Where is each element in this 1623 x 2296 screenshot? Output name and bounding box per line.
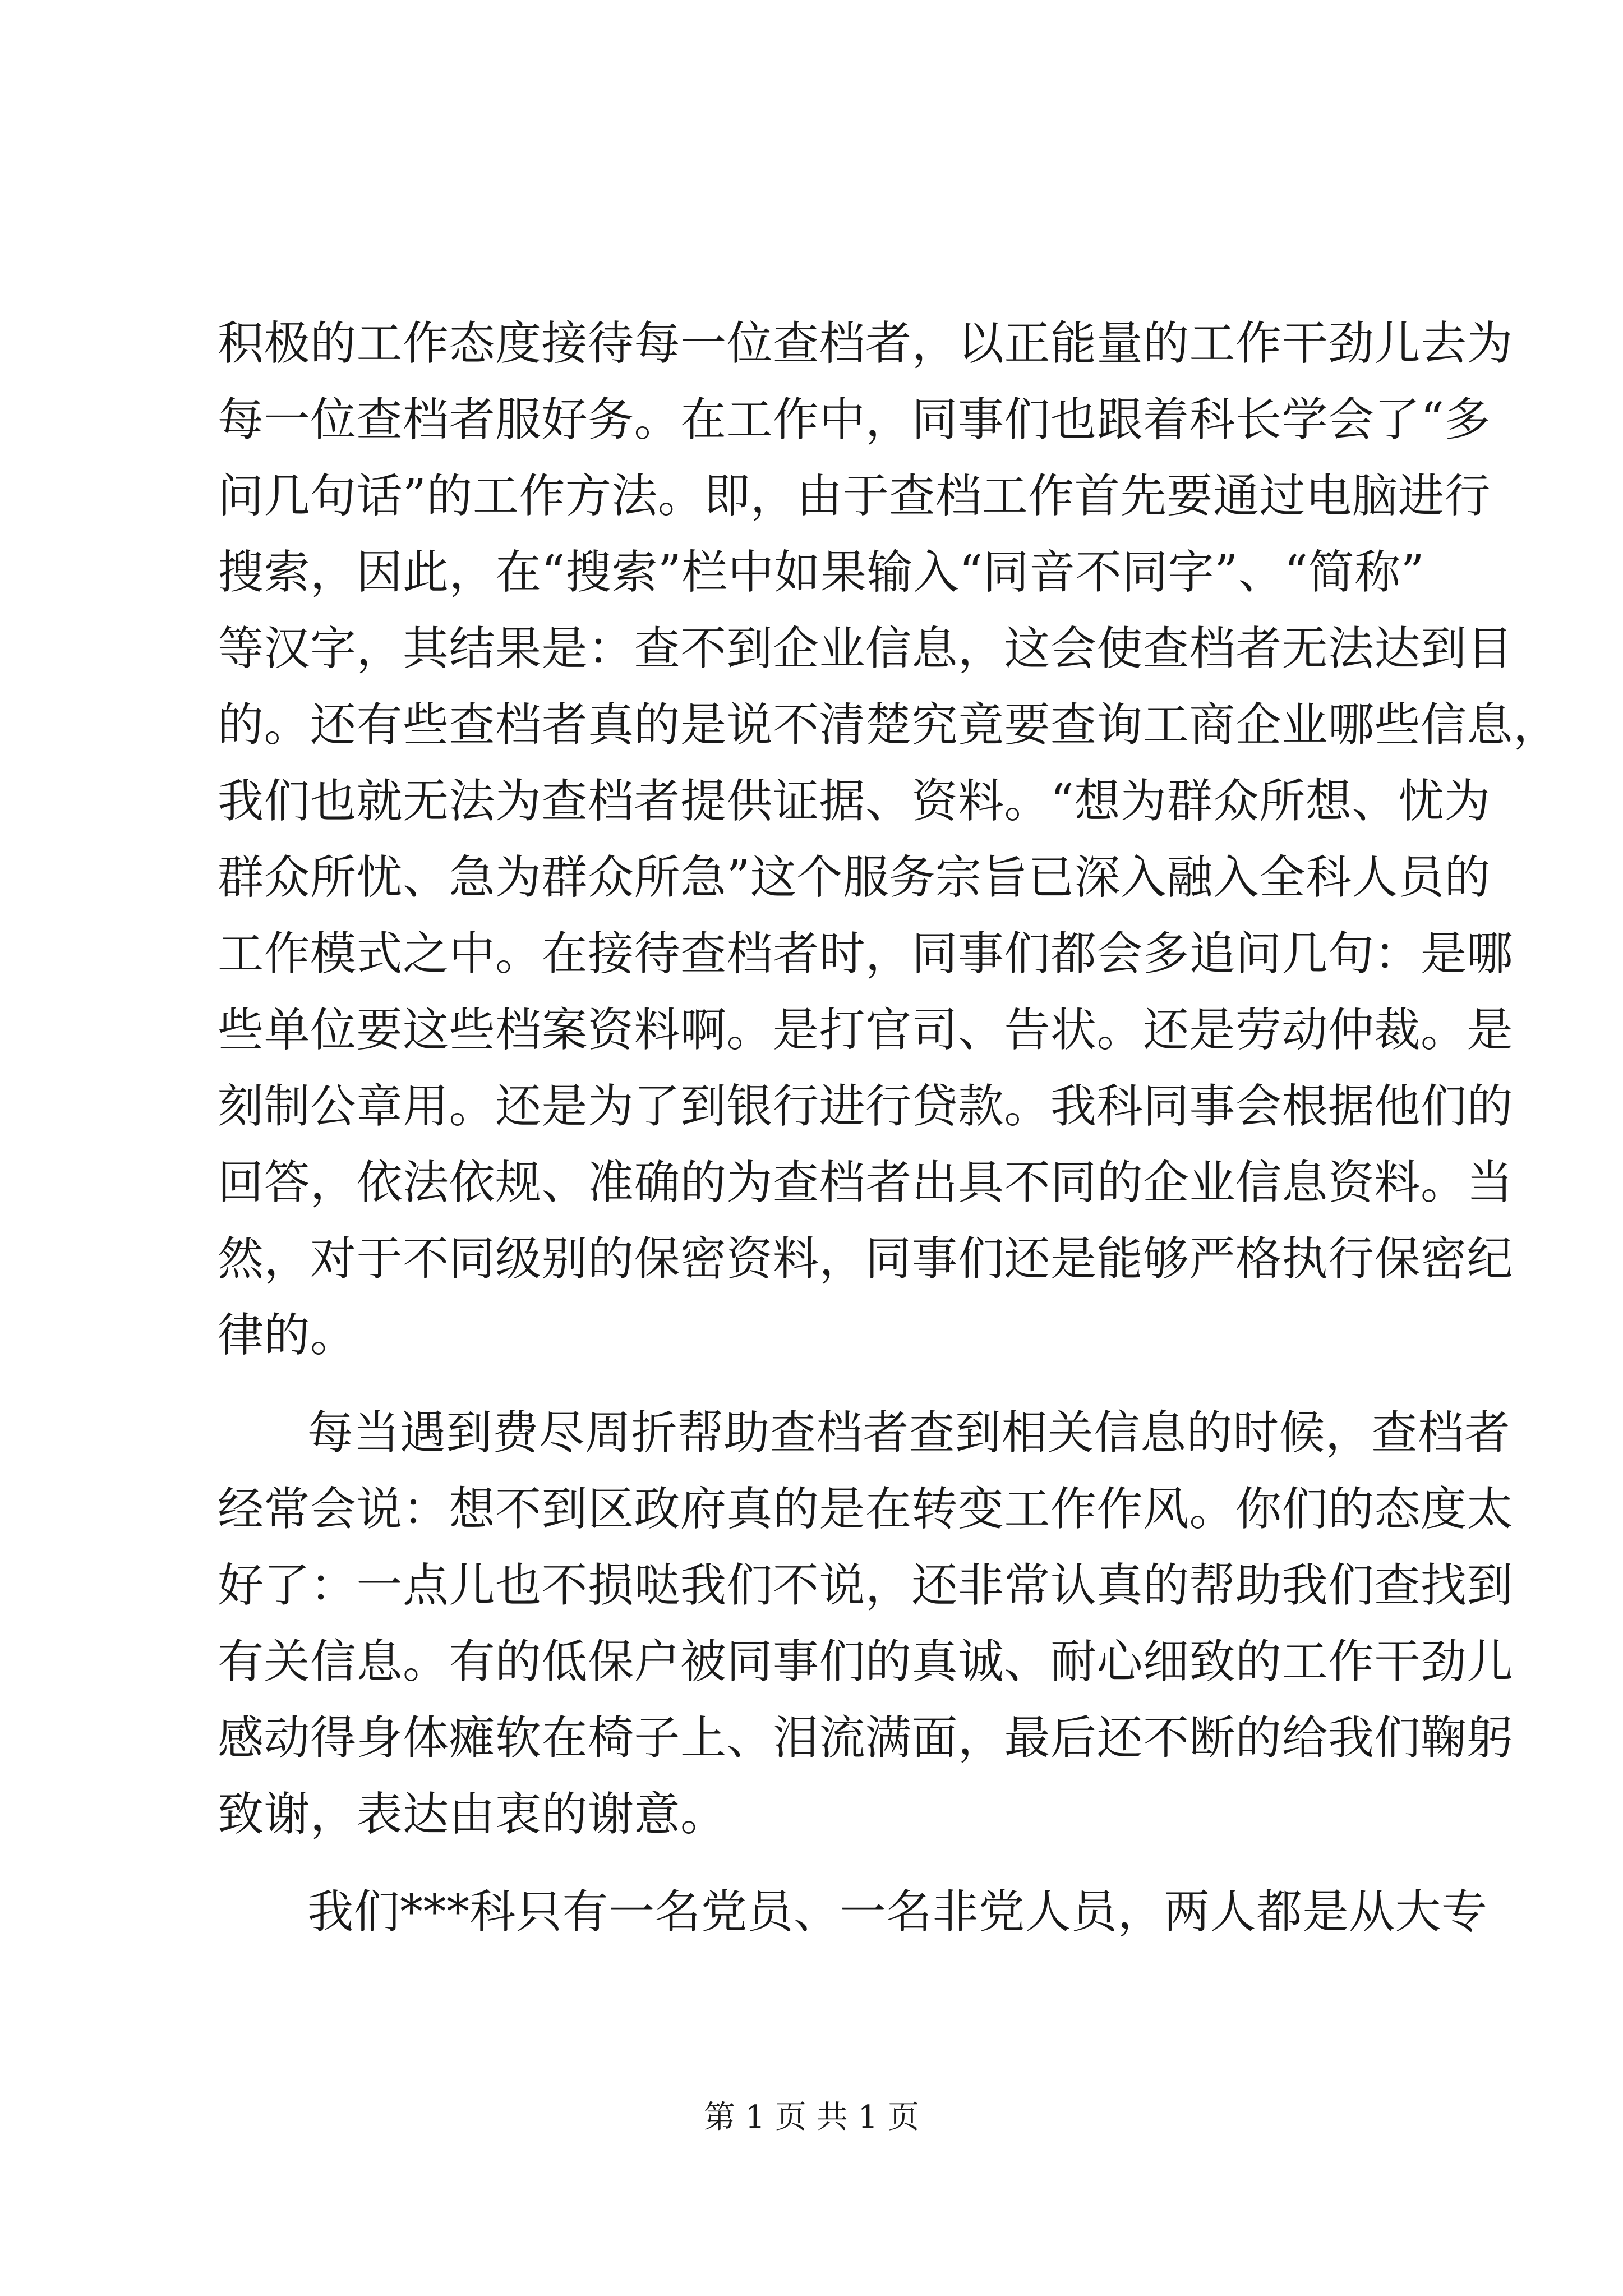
document-body <box>218 306 1560 1950</box>
text-line: 好了：一点儿也不损哒我们不说，还非常认真的帮助我们查找到 <box>218 1559 1514 1612</box>
text-line: 感动得身体瘫软在椅子上、泪流满面，最后还不断的给我们鞠躬 <box>218 1711 1514 1765</box>
text-line: 刻制公章用。还是为了到银行进行贷款。我科同事会根据他们的 <box>218 1080 1514 1133</box>
text-line: 致谢，表达由衷的谢意。 <box>218 1788 727 1841</box>
text-line: 每当遇到费尽周折帮助查档者查到相关信息的时候，查档者 <box>307 1406 1511 1460</box>
text-line: 经常会说：想不到区政府真的是在转变工作作风。你们的态度太 <box>218 1483 1514 1536</box>
text-line: 每一位查档者服好务。在工作中，同事们也跟着科长学会了“多 <box>218 393 1491 447</box>
text-line: 有关信息。有的低保户被同事们的真诚、耐心细致的工作干劲儿 <box>218 1635 1514 1688</box>
text-line: 工作模式之中。在接待查档者时，同事们都会多追问几句：是哪 <box>218 927 1514 981</box>
text-line: 问几句话”的工作方法。即，由于查档工作首先要通过电脑进行 <box>218 470 1491 523</box>
text-line: 些单位要这些档案资料啊。是打官司、告状。还是劳动仲裁。是 <box>218 1004 1514 1057</box>
text-line: 我们***科只有一名党员、一名非党人员，两人都是从大专 <box>307 1885 1488 1939</box>
text-line: 律的。 <box>218 1309 357 1362</box>
text-line: 群众所忧、急为群众所急”这个服务宗旨已深入融入全科人员的 <box>218 851 1491 904</box>
page-footer <box>0 2098 1623 2137</box>
text-line: 然，对于不同级别的保密资料，同事们还是能够严格执行保密纪 <box>218 1232 1514 1286</box>
page-number-label: 第 1 页 共 1 页 <box>703 2099 920 2136</box>
text-line: 我们也就无法为查档者提供证据、资料。“想为群众所想、忧为 <box>218 775 1491 828</box>
text-line: 积极的工作态度接待每一位查档者，以正能量的工作干劲儿去为 <box>218 317 1514 370</box>
text-line: 的。还有些查档者真的是说不清楚究竟要查询工商企业哪些信息， <box>218 698 1560 752</box>
text-line: 搜索，因此，在“搜索”栏中如果输入“同音不同字”、“简称” <box>218 546 1425 599</box>
text-line: 回答，依法依规、准确的为查档者出具不同的企业信息资料。当 <box>218 1156 1514 1209</box>
text-line: 等汉字，其结果是：查不到企业信息，这会使查档者无法达到目 <box>218 622 1514 675</box>
